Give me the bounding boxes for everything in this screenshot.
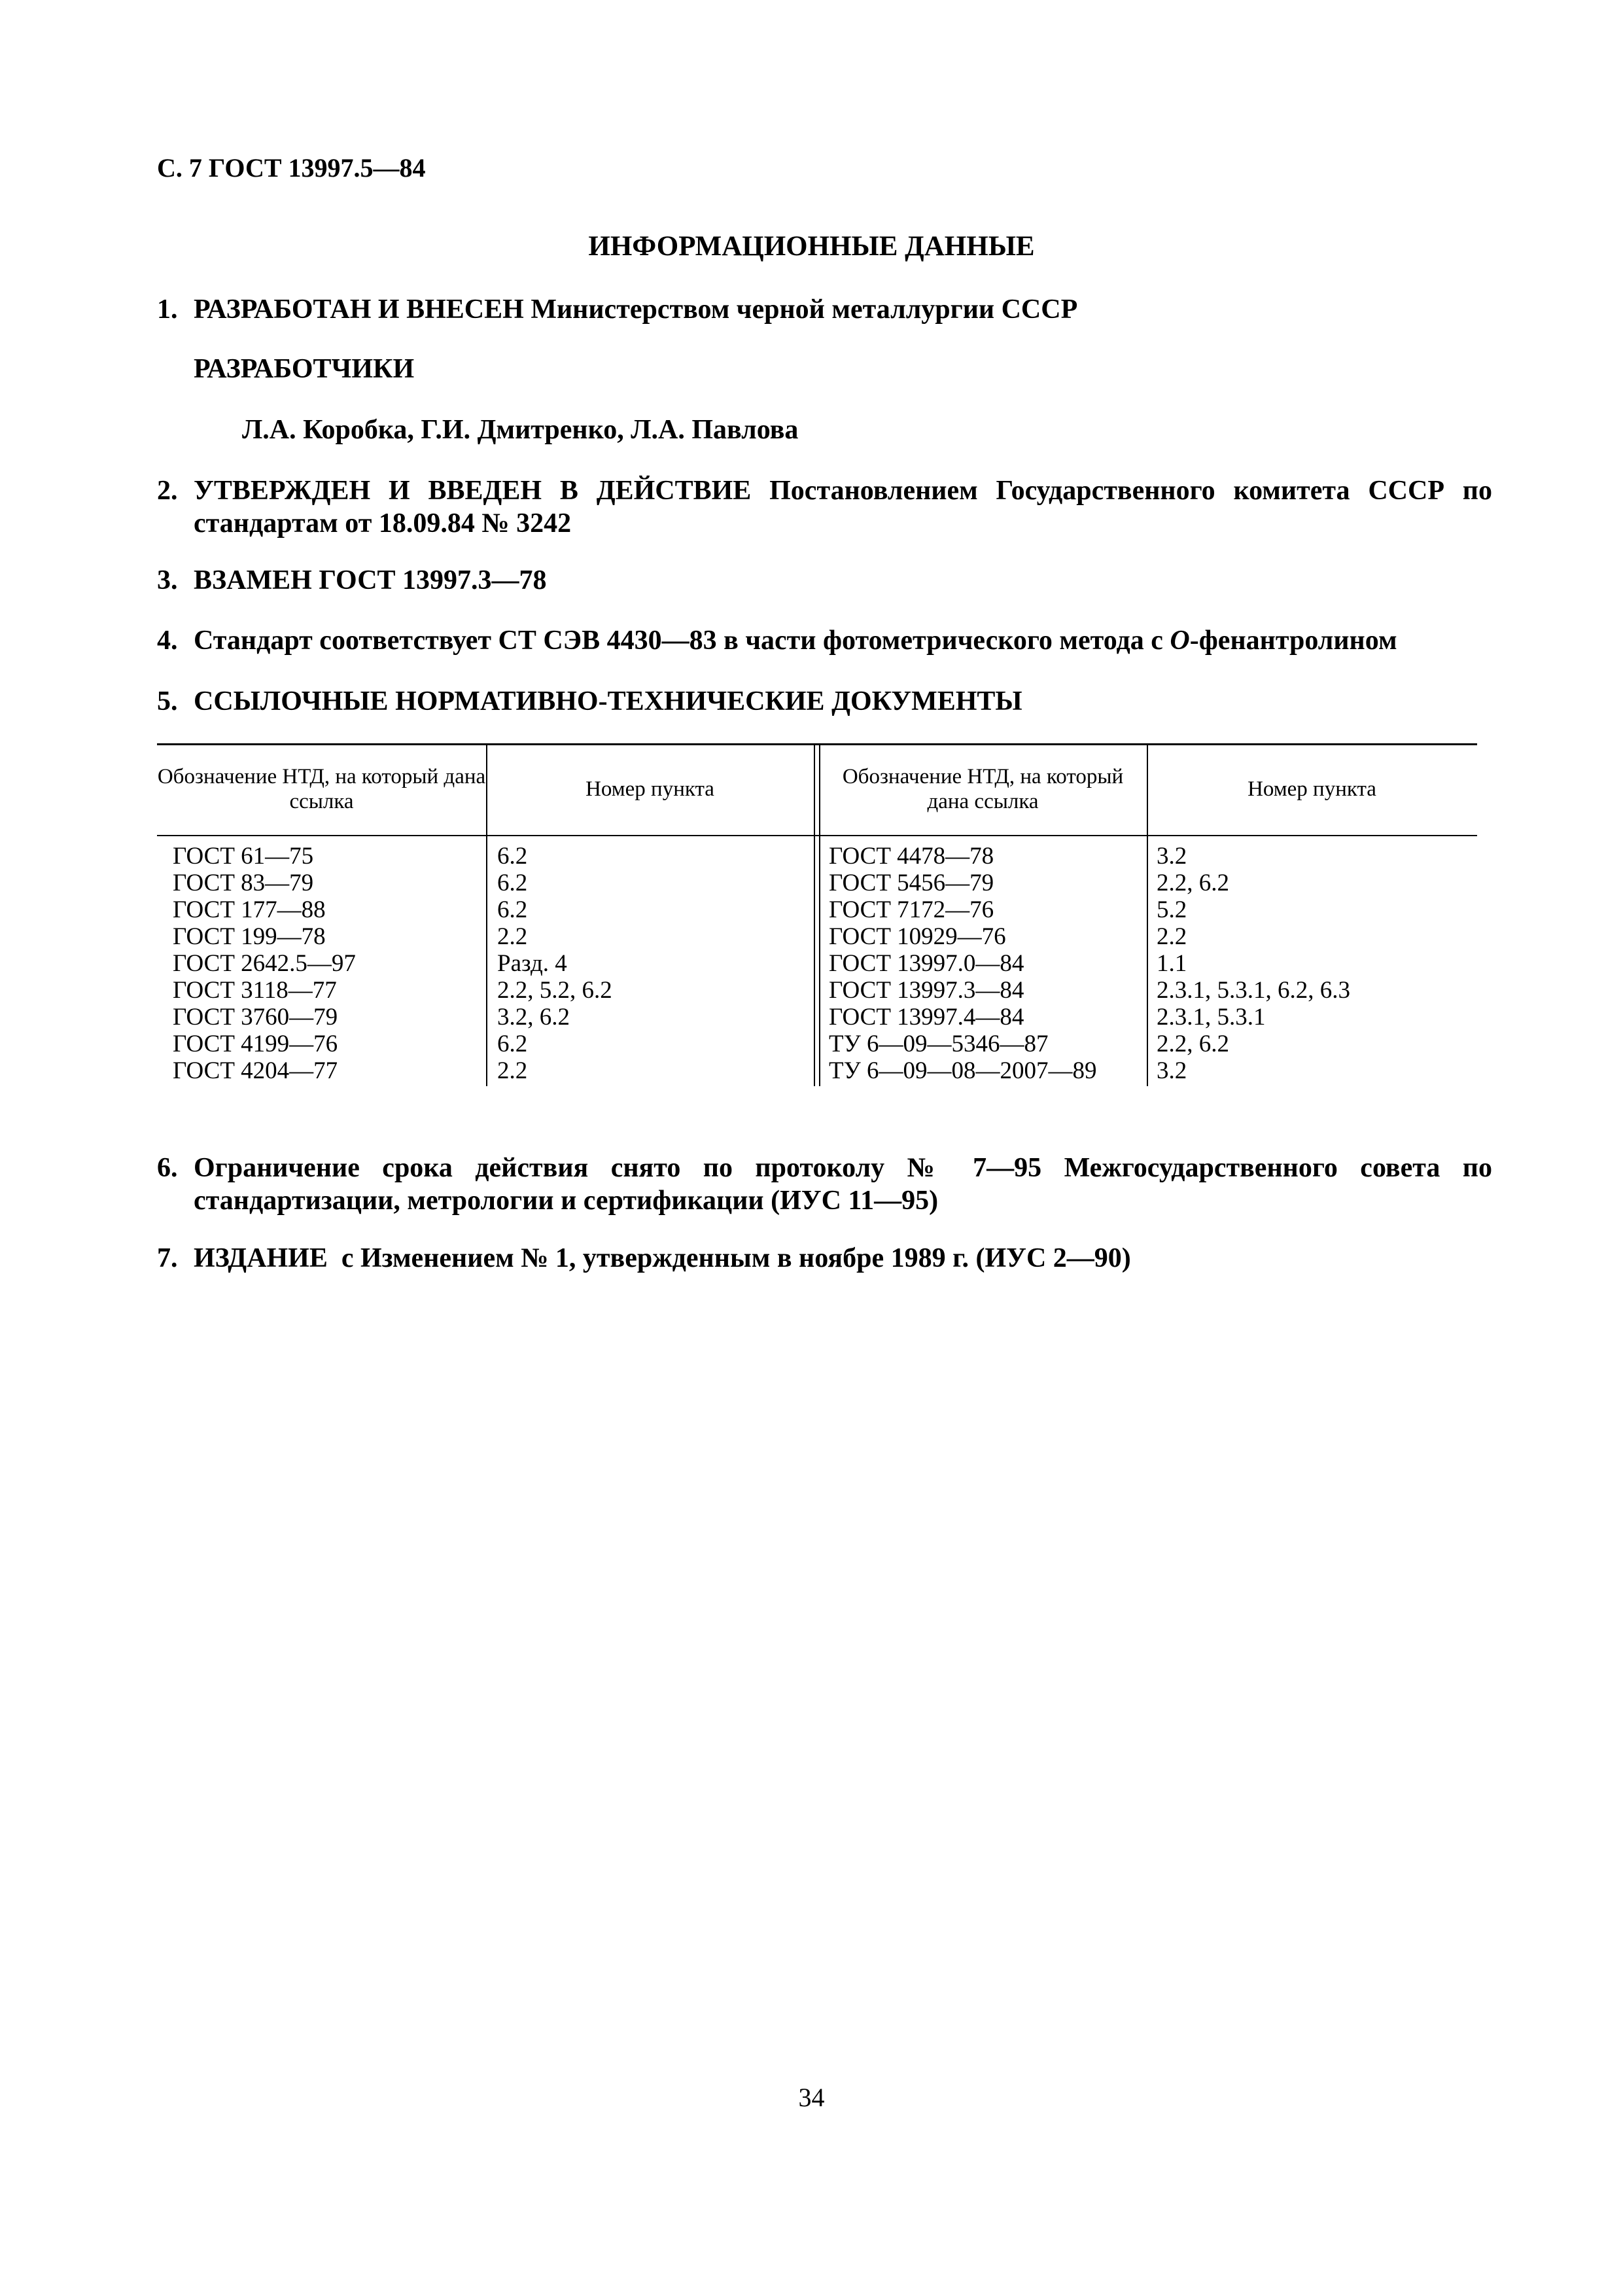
table-cell: 2.3.1, 5.3.1 (1157, 1004, 1266, 1031)
item-heading: РАЗРАБОТАН И ВНЕСЕН (194, 294, 524, 325)
page-title: ИНФОРМАЦИОННЫЕ ДАННЫЕ (588, 231, 1035, 262)
item-text: с Изменением № 1, утвержденным в ноябре 1989 г. (ИУС 2—90) (327, 1243, 1131, 1273)
item-7 (157, 1242, 1492, 1275)
item-heading: ИЗДАНИЕ (194, 1243, 328, 1273)
table-cell: ТУ 6—09—5346—87 (829, 1031, 1049, 1057)
table-cell: ГОСТ 83—79 (173, 870, 314, 896)
developers-label: РАЗРАБОТЧИКИ (194, 354, 415, 384)
table-cell: 2.2, 5.2, 6.2 (497, 977, 612, 1004)
item-text-italic: О (1170, 626, 1190, 656)
table-cell: ГОСТ 4478—78 (829, 843, 994, 870)
table-cell: 3.2 (1157, 843, 1187, 870)
table-cell: 2.2 (497, 1057, 528, 1084)
page-header: С. 7 ГОСТ 13997.5—84 (157, 153, 426, 183)
table-cell: ГОСТ 199—78 (173, 923, 326, 950)
references-table (157, 743, 1477, 1086)
item-number: 3. (157, 565, 178, 595)
table-cell: ГОСТ 13997.3—84 (829, 977, 1024, 1004)
table-column-right-points (1157, 843, 1350, 1084)
item-5 (157, 685, 1492, 718)
table-header-cell: Обозначение НТД, на который дана ссылка (842, 765, 1124, 813)
developers-names: Л.А. Коробка, Г.И. Дмитренко, Л.А. Павлова (242, 415, 799, 445)
item-3 (157, 564, 1492, 597)
item-number: 4. (157, 626, 178, 656)
item-number: 6. (157, 1153, 178, 1183)
item-text: Ограничение срока действия снято по протоколу № 7—95 Межгосударственного совета по стандартизации, метрологии и сертификации (ИУС 11—95) (194, 1153, 1492, 1216)
table-cell: 2.2, 6.2 (1157, 870, 1229, 896)
table-column-left-points (497, 843, 612, 1084)
table-cell: ГОСТ 5456—79 (829, 870, 994, 896)
table-cell: 2.2 (497, 923, 528, 950)
item-heading: ВЗАМЕН ГОСТ 13997.3—78 (194, 565, 547, 595)
table-header-cell: Номер пункта (585, 777, 714, 801)
table-cell: ГОСТ 61—75 (173, 843, 314, 870)
item-4 (157, 624, 1492, 657)
page-number: 34 (798, 2083, 825, 2112)
table-cell: 3.2 (1157, 1057, 1187, 1084)
table-cell: 6.2 (497, 870, 528, 896)
table-header-cell: Номер пункта (1248, 777, 1376, 801)
item-6 (157, 1152, 1492, 1217)
table-cell: ГОСТ 177—88 (173, 896, 326, 923)
table-cell: 6.2 (497, 896, 528, 923)
table-cell: 1.1 (1157, 950, 1187, 977)
item-number: 1. (157, 294, 178, 325)
item-heading: УТВЕРЖДЕН И ВВЕДЕН В ДЕЙСТВИЕ (194, 476, 752, 506)
table-cell: ТУ 6—09—08—2007—89 (829, 1057, 1097, 1084)
item-2 (157, 474, 1492, 540)
table-column-right-docs (829, 843, 1097, 1084)
table-cell: 2.2 (1157, 923, 1187, 950)
table-cell: Разд. 4 (497, 950, 567, 977)
table-cell: ГОСТ 4204—77 (173, 1057, 338, 1084)
item-text: Стандарт соответствует СТ СЭВ 4430—83 в части фотометрического метода с (194, 626, 1170, 656)
table-cell: ГОСТ 13997.0—84 (829, 950, 1024, 977)
table-cell: ГОСТ 3760—79 (173, 1004, 338, 1031)
item-number: 5. (157, 686, 178, 716)
item-text: Министерством черной металлургии СССР (523, 294, 1078, 325)
table-cell: ГОСТ 4199—76 (173, 1031, 338, 1057)
table-cell: ГОСТ 2642.5—97 (173, 950, 356, 977)
item-1 (157, 293, 1492, 326)
table-cell: 2.2, 6.2 (1157, 1031, 1229, 1057)
table-cell: ГОСТ 7172—76 (829, 896, 994, 923)
item-text: Постановлением Государственного комитета СССР по стандартам от 18.09.84 № 3242 (194, 476, 1492, 539)
table-column-left-docs (173, 843, 356, 1084)
item-heading: ССЫЛОЧНЫЕ НОРМАТИВНО-ТЕХНИЧЕСКИЕ ДОКУМЕНТЫ (194, 686, 1022, 716)
table-cell: 6.2 (497, 843, 528, 870)
item-number: 7. (157, 1243, 178, 1273)
table-header-cell: Обозначение НТД, на который дана ссылка (157, 765, 486, 813)
table-cell: 5.2 (1157, 896, 1187, 923)
item-text: -фенантролином (1189, 626, 1397, 656)
item-number: 2. (157, 476, 178, 506)
table-cell: ГОСТ 13997.4—84 (829, 1004, 1024, 1031)
table-cell: 6.2 (497, 1031, 528, 1057)
table-cell: 3.2, 6.2 (497, 1004, 570, 1031)
table-cell: 2.3.1, 5.3.1, 6.2, 6.3 (1157, 977, 1350, 1004)
table-cell: ГОСТ 3118—77 (173, 977, 337, 1004)
table-cell: ГОСТ 10929—76 (829, 923, 1006, 950)
